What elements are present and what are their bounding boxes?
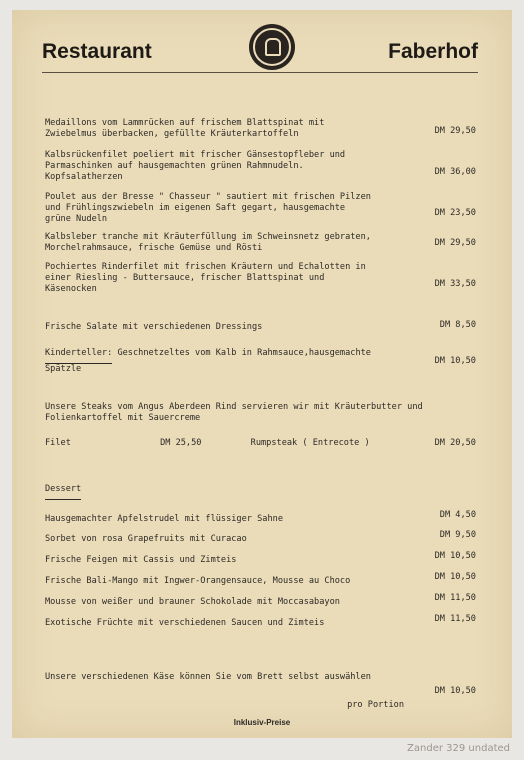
- dessert-item: Hausgemachter Apfelstrudel mit flüssiger Sahne: [45, 514, 283, 524]
- cheese-per: pro Portion: [347, 700, 404, 710]
- kinder-label: Kinderteller:: [45, 348, 112, 364]
- kinder-item: [45, 348, 405, 375]
- menu-price: DM 8,50: [439, 320, 476, 330]
- dessert-item: Sorbet von rosa Grapefruits mit Curacao: [45, 534, 247, 544]
- dessert-price: DM 10,50: [434, 551, 476, 561]
- dessert-price: DM 10,50: [434, 572, 476, 582]
- menu-page: [12, 10, 512, 738]
- cheese-text: Unsere verschiedenen Käse können Sie vom Brett selbst auswählen: [45, 672, 371, 682]
- menu-price: DM 29,50: [434, 126, 476, 136]
- archive-note: Zander 329 undated: [407, 743, 510, 754]
- faberhof-logo-icon: [249, 24, 295, 70]
- dessert-price: DM 11,50: [434, 593, 476, 603]
- restaurant-name: Faberhof: [388, 40, 478, 63]
- header-divider: [42, 72, 478, 73]
- menu-item: Kalbsrückenfilet poeliert mit frischer Gänsestopfleber und Parmaschinken auf hausgemachten grünen Rahmnudeln. Kopfsalatherzen: [45, 150, 346, 182]
- menu-item: Kalbsleber tranche mit Kräuterfüllung im Schweinsnetz gebraten, Morchelrahmsauce, frische Gemüse und Rösti: [45, 232, 371, 253]
- kinder-text: Geschnetzeltes vom Kalb in Rahmsauce,hausgemachte Spätzle: [45, 348, 371, 374]
- cheese-price: DM 10,50: [434, 686, 476, 696]
- dessert-item: Frische Feigen mit Cassis und Zimteis: [45, 555, 237, 565]
- dessert-item: Exotische Früchte mit verschiedenen Saucen und Zimteis: [45, 618, 325, 628]
- steak-filet: [45, 438, 370, 449]
- menu-item: Poulet aus der Bresse " Chasseur " sautiert mit frischen Pilzen und Frühlingszwiebeln im eigenen Saft gegart, hausgemachte grüne Nudeln: [45, 192, 371, 224]
- dessert-item: Mousse von weißer und brauner Schokolade mit Moccasabayon: [45, 597, 340, 607]
- dessert-price: DM 11,50: [434, 614, 476, 624]
- menu-price: DM 10,50: [434, 356, 476, 366]
- menu-item: Frische Salate mit verschiedenen Dressings: [45, 322, 263, 332]
- steaks-intro: Unsere Steaks vom Angus Aberdeen Rind servieren wir mit Kräuterbutter und Folienkartoffel mit Sauercreme: [45, 402, 423, 423]
- dessert-heading: Dessert: [45, 484, 81, 500]
- menu-price: DM 33,50: [434, 279, 476, 289]
- filet-price: DM 25,50: [160, 438, 202, 448]
- dessert-price: DM 4,50: [439, 510, 476, 520]
- menu-price: DM 23,50: [434, 208, 476, 218]
- restaurant-title: Restaurant: [42, 40, 152, 63]
- filet-label: Filet: [45, 438, 71, 448]
- menu-price: DM 29,50: [434, 238, 476, 248]
- rump-price: DM 20,50: [434, 438, 476, 448]
- menu-item: Medaillons vom Lammrücken auf frischem Blattspinat mit Zwiebelmus überbacken, gefüllte Kräuterkartoffeln: [45, 118, 325, 139]
- rump-label: Rumpsteak ( Entrecote ): [250, 438, 370, 448]
- dessert-heading-wrap: [45, 484, 375, 500]
- menu-item: Pochiertes Rinderfilet mit frischen Kräutern und Echalotten in einer Riesling - Buttersauce, frischer Blattspinat und Käsenocken: [45, 262, 366, 294]
- dessert-price: DM 9,50: [439, 530, 476, 540]
- menu-price: DM 36,00: [434, 167, 476, 177]
- dessert-item: Frische Bali-Mango mit Ingwer-Orangensauce, Mousse au Choco: [45, 576, 351, 586]
- footer-note: Inklusiv-Preise: [233, 718, 291, 727]
